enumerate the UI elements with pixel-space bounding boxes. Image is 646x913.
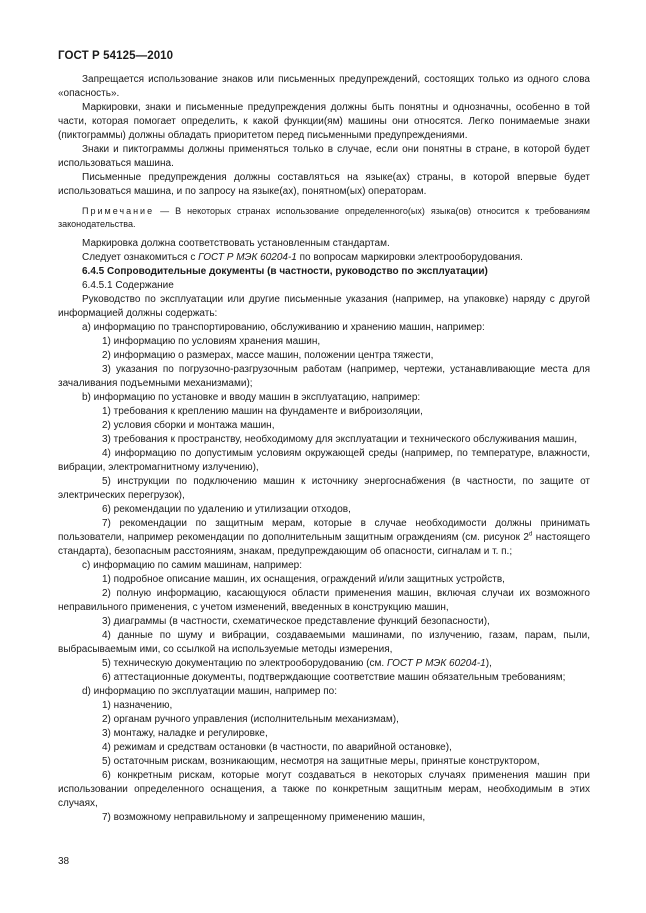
text-span: ), <box>485 658 492 669</box>
list-subitem: 1) требования к креплению машин на фундаменте и виброизоляции, <box>102 406 423 417</box>
list-subitem: 4) информацию по допустимым условиям окружающей среды (например, по температуре, влажности, вибрации, электромагнитному излучению), <box>58 448 590 473</box>
list-subitem: 1) информацию по условиям хранения машин, <box>102 336 321 347</box>
list-subitem: 3) диаграммы (в частности, схематическое представление функций безопасности), <box>102 616 490 627</box>
paragraph: Маркировка должна соответствовать установленным стандартам. <box>82 238 390 249</box>
text-span: 5) техническую документацию по электрооборудованию (см. <box>102 658 387 669</box>
paragraph <box>58 251 590 265</box>
standard-reference: ГОСТ Р МЭК 60204-1 <box>386 658 486 669</box>
list-subitem: 1) подробное описание машин, их оснащения, ограждений и/или защитных устройств, <box>102 574 505 585</box>
list-subitem: 2) условия сборки и монтажа машин, <box>102 420 275 431</box>
list-subitem: 2) органам ручного управления (исполнительным механизмам), <box>102 714 399 725</box>
paragraph: Письменные предупреждения должны составляться на языке(ах) страны, в которой впервые будет использоваться машина, и по запросу на языке(ах), понятном(ых) операторам. <box>58 172 590 197</box>
list-subitem: 1) назначению, <box>102 700 173 711</box>
list-subitem: 7) возможному неправильному и запрещенному применению машин, <box>102 812 426 823</box>
text-span: по вопросам маркировки электрооборудования. <box>296 252 523 263</box>
standard-header: ГОСТ Р 54125—2010 <box>58 50 174 62</box>
list-subitem: 2) полную информацию, касающуюся области применения машин, включая случаи их возможного неправильного применения, с учетом изменений, введенных в конструкцию машин, <box>58 588 590 613</box>
list-subitem <box>58 657 590 671</box>
list-subitem: 5) остаточным рискам, возникающим, несмотря на защитные меры, принятые конструктором, <box>102 756 540 767</box>
list-subitem: 4) режимам и средствам остановки (в частности, по аварийной остановке), <box>102 742 452 753</box>
list-subitem: 3) требования к пространству, необходимому для эксплуатации и технического обслуживания машин, <box>102 434 577 445</box>
text-span: 7) рекомендации по защитным мерам, которые в случае необходимости должны принимать пользователи, например рекомендации по дополнительным защитным ограждениям (см. рисунок 2 <box>58 518 590 543</box>
list-item: b) информацию по установке и вводу машин в эксплуатацию, например: <box>82 392 421 403</box>
list-subitem: 2) информацию о размерах, массе машин, положении центра тяжести, <box>102 350 434 361</box>
list-subitem: 3) указания по погрузочно-разгрузочным работам (например, чертежи, устанавливающие места для зачаливания подъемными механизмами); <box>58 364 590 389</box>
note-label: Примечание <box>82 206 155 216</box>
document-body <box>58 73 590 825</box>
paragraph: Руководство по эксплуатации или другие письменные указания (например, на упаковке) наряду с другой информацией должны содержать: <box>58 294 590 319</box>
list-subitem: 4) данные по шуму и вибрации, создаваемыми машинами, по излучению, газам, парам, пыли, выбрасываемым ими, со ссылкой на используемые методы измерения, <box>58 630 590 655</box>
note <box>58 205 590 231</box>
list-item: а) информацию по транспортированию, обслуживанию и хранению машин, например: <box>82 322 485 333</box>
list-subitem: 6) аттестационные документы, подтверждающие соответствие машин обязательным требованиям; <box>102 672 566 683</box>
superscript: d <box>529 531 533 538</box>
list-subitem <box>58 517 590 559</box>
list-item: d) информацию по эксплуатации машин, например по: <box>82 686 337 697</box>
list-subitem: 5) инструкции по подключению машин к источнику энергоснабжения (в частности, по защите от электрических перегрузок), <box>58 476 590 501</box>
page-number: 38 <box>58 856 70 867</box>
text-span: настоящего стандарта), безопасным расстояниям, знакам, предупреждающим об опасности, сигналам и т. п.; <box>58 532 590 557</box>
paragraph: Маркировки, знаки и письменные предупреждения должны быть понятны и однозначны, особенно в той части, которая помогает определить, к какой функции(ям) машины они относятся. Легко понимаемые знаки (пиктограммы) должны обладать приоритетом перед письменными предупреждениями. <box>58 102 590 141</box>
list-subitem: 6) рекомендации по удалению и утилизации отходов, <box>102 504 351 515</box>
text-span: Следует ознакомиться с <box>82 252 199 263</box>
list-subitem: 3) монтажу, наладке и регулировке, <box>102 728 268 739</box>
paragraph: Запрещается использование знаков или письменных предупреждений, состоящих только из одного слова «опасность». <box>58 74 590 99</box>
standard-reference: ГОСТ Р МЭК 60204-1 <box>198 252 297 263</box>
list-item: с) информацию по самим машинам, например: <box>82 560 303 571</box>
note-text: — В некоторых странах использование определенного(ых) языка(ов) относится к требованиям законодательства. <box>58 206 590 229</box>
list-subitem: 6) конкретным рискам, которые могут создаваться в некоторых случаях применения машин при использовании определенного оснащения, а также по конкретным защитным мерам, необходимым в этих случаях, <box>58 770 590 809</box>
subsection-heading: 6.4.5.1 Содержание <box>82 280 174 291</box>
section-heading: 6.4.5 Сопроводительные документы (в частности, руководство по эксплуатации) <box>82 266 488 277</box>
paragraph: Знаки и пиктограммы должны применяться только в случае, если они понятны в стране, в которой будет использоваться машина. <box>58 144 590 169</box>
